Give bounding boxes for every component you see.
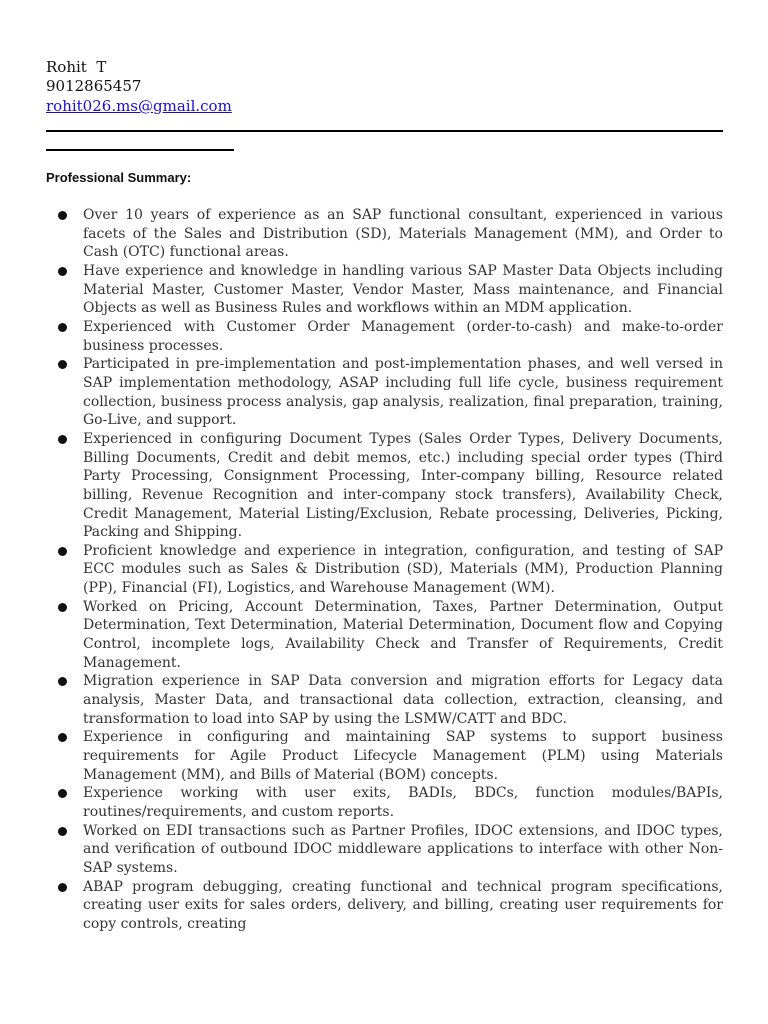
list-item-text: Experience working with user exits, BADIs, BDCs, function modules/BAPIs, routines/requirements, and custom reports. — [83, 785, 723, 820]
list-item-text: Participated in pre-implementation and post-implementation phases, and well versed in SAP implementation methodology, ASAP including full life cycle, business requirement collection, business process analysis, gap analysis, realization, final preparation, training, Go-Live, and support. — [83, 356, 723, 429]
list-item — [57, 206, 723, 262]
list-item — [57, 672, 723, 728]
bullet-icon — [58, 677, 67, 686]
list-item-text: ABAP program debugging, creating functional and technical program specifications, creating user exits for sales orders, delivery, and billing, creating user requirements for copy controls, creating — [83, 878, 723, 932]
email-link[interactable]: rohit026.ms@gmail.com — [46, 97, 232, 115]
list-item — [57, 728, 723, 784]
bullet-icon — [58, 733, 67, 742]
list-item-text: Migration experience in SAP Data conversion and migration efforts for Legacy data analysis, Master Data, and transactional data collection, extraction, cleansing, and transformation to load into SAP by using the LSMW/CATT and BDC. — [83, 673, 723, 727]
bullet-icon — [58, 827, 67, 836]
section-title-professional-summary: Professional Summary: — [46, 170, 192, 185]
contact-header — [46, 58, 726, 116]
list-item-text: Experienced in configuring Document Types (Sales Order Types, Delivery Documents, Billing Documents, Credit and debit memos, etc.) including special order types (Third Party Processing, Consignment Processing, Inter-company billing, Resource related billing, Revenue Recognition and inter-company stock transfers), Availability Check, Credit Management, Material Listing/Exclusion, Rebate processing, Deliveries, Picking, Packing and Shipping. — [83, 430, 723, 541]
bullet-icon — [58, 323, 67, 332]
list-item — [57, 822, 723, 878]
candidate-name: Rohit T — [46, 58, 107, 76]
phone-number: 9012865457 — [46, 77, 142, 95]
summary-list — [57, 206, 723, 934]
list-item-text: Experience in configuring and maintaining SAP systems to support business requirements for Agile Product Lifecycle Management (PLM) using Materials Management (MM), and Bills of Material (BOM) concepts. — [83, 729, 723, 783]
list-item — [57, 318, 723, 355]
bullet-icon — [58, 883, 67, 892]
list-item — [57, 355, 723, 430]
list-item-text: Over 10 years of experience as an SAP functional consultant, experienced in various facets of the Sales and Distribution (SD), Materials Management (MM), and Order to Cash (OTC) functional areas. — [83, 207, 723, 261]
short-divider — [46, 149, 234, 151]
bullet-icon — [58, 211, 67, 220]
bullet-icon — [58, 789, 67, 798]
list-item — [57, 430, 723, 542]
bullet-icon — [58, 267, 67, 276]
header-divider — [46, 130, 723, 132]
list-item-text: Worked on EDI transactions such as Partner Profiles, IDOC extensions, and IDOC types, and verification of outbound IDOC middleware applications to interface with other Non-SAP systems. — [83, 822, 723, 876]
bullet-icon — [58, 435, 67, 444]
bullet-icon — [58, 603, 67, 612]
list-item — [57, 262, 723, 318]
list-item — [57, 784, 723, 821]
bullet-icon — [58, 547, 67, 556]
list-item-text: Experienced with Customer Order Management (order-to-cash) and make-to-order business processes. — [83, 318, 723, 354]
list-item — [57, 542, 723, 598]
list-item — [57, 878, 723, 934]
list-item — [57, 598, 723, 673]
bullet-icon — [58, 360, 67, 369]
list-item-text: Proficient knowledge and experience in integration, configuration, and testing of SAP ECC modules such as Sales & Distribution (SD), Materials (MM), Production Planning (PP), Financial (FI), Logistics, and Warehouse Management (WM). — [83, 542, 723, 597]
list-item-text: Worked on Pricing, Account Determination, Taxes, Partner Determination, Output Determination, Text Determination, Material Determination, Document flow and Copying Control, incomplete logs, Availability Check and Transfer of Requirements, Credit Management. — [83, 598, 723, 671]
list-item-text: Have experience and knowledge in handling various SAP Master Data Objects including Material Master, Customer Master, Vendor Master, Mass maintenance, and Financial Objects as well as Business Rules and workflows within an MDM application. — [83, 262, 723, 317]
